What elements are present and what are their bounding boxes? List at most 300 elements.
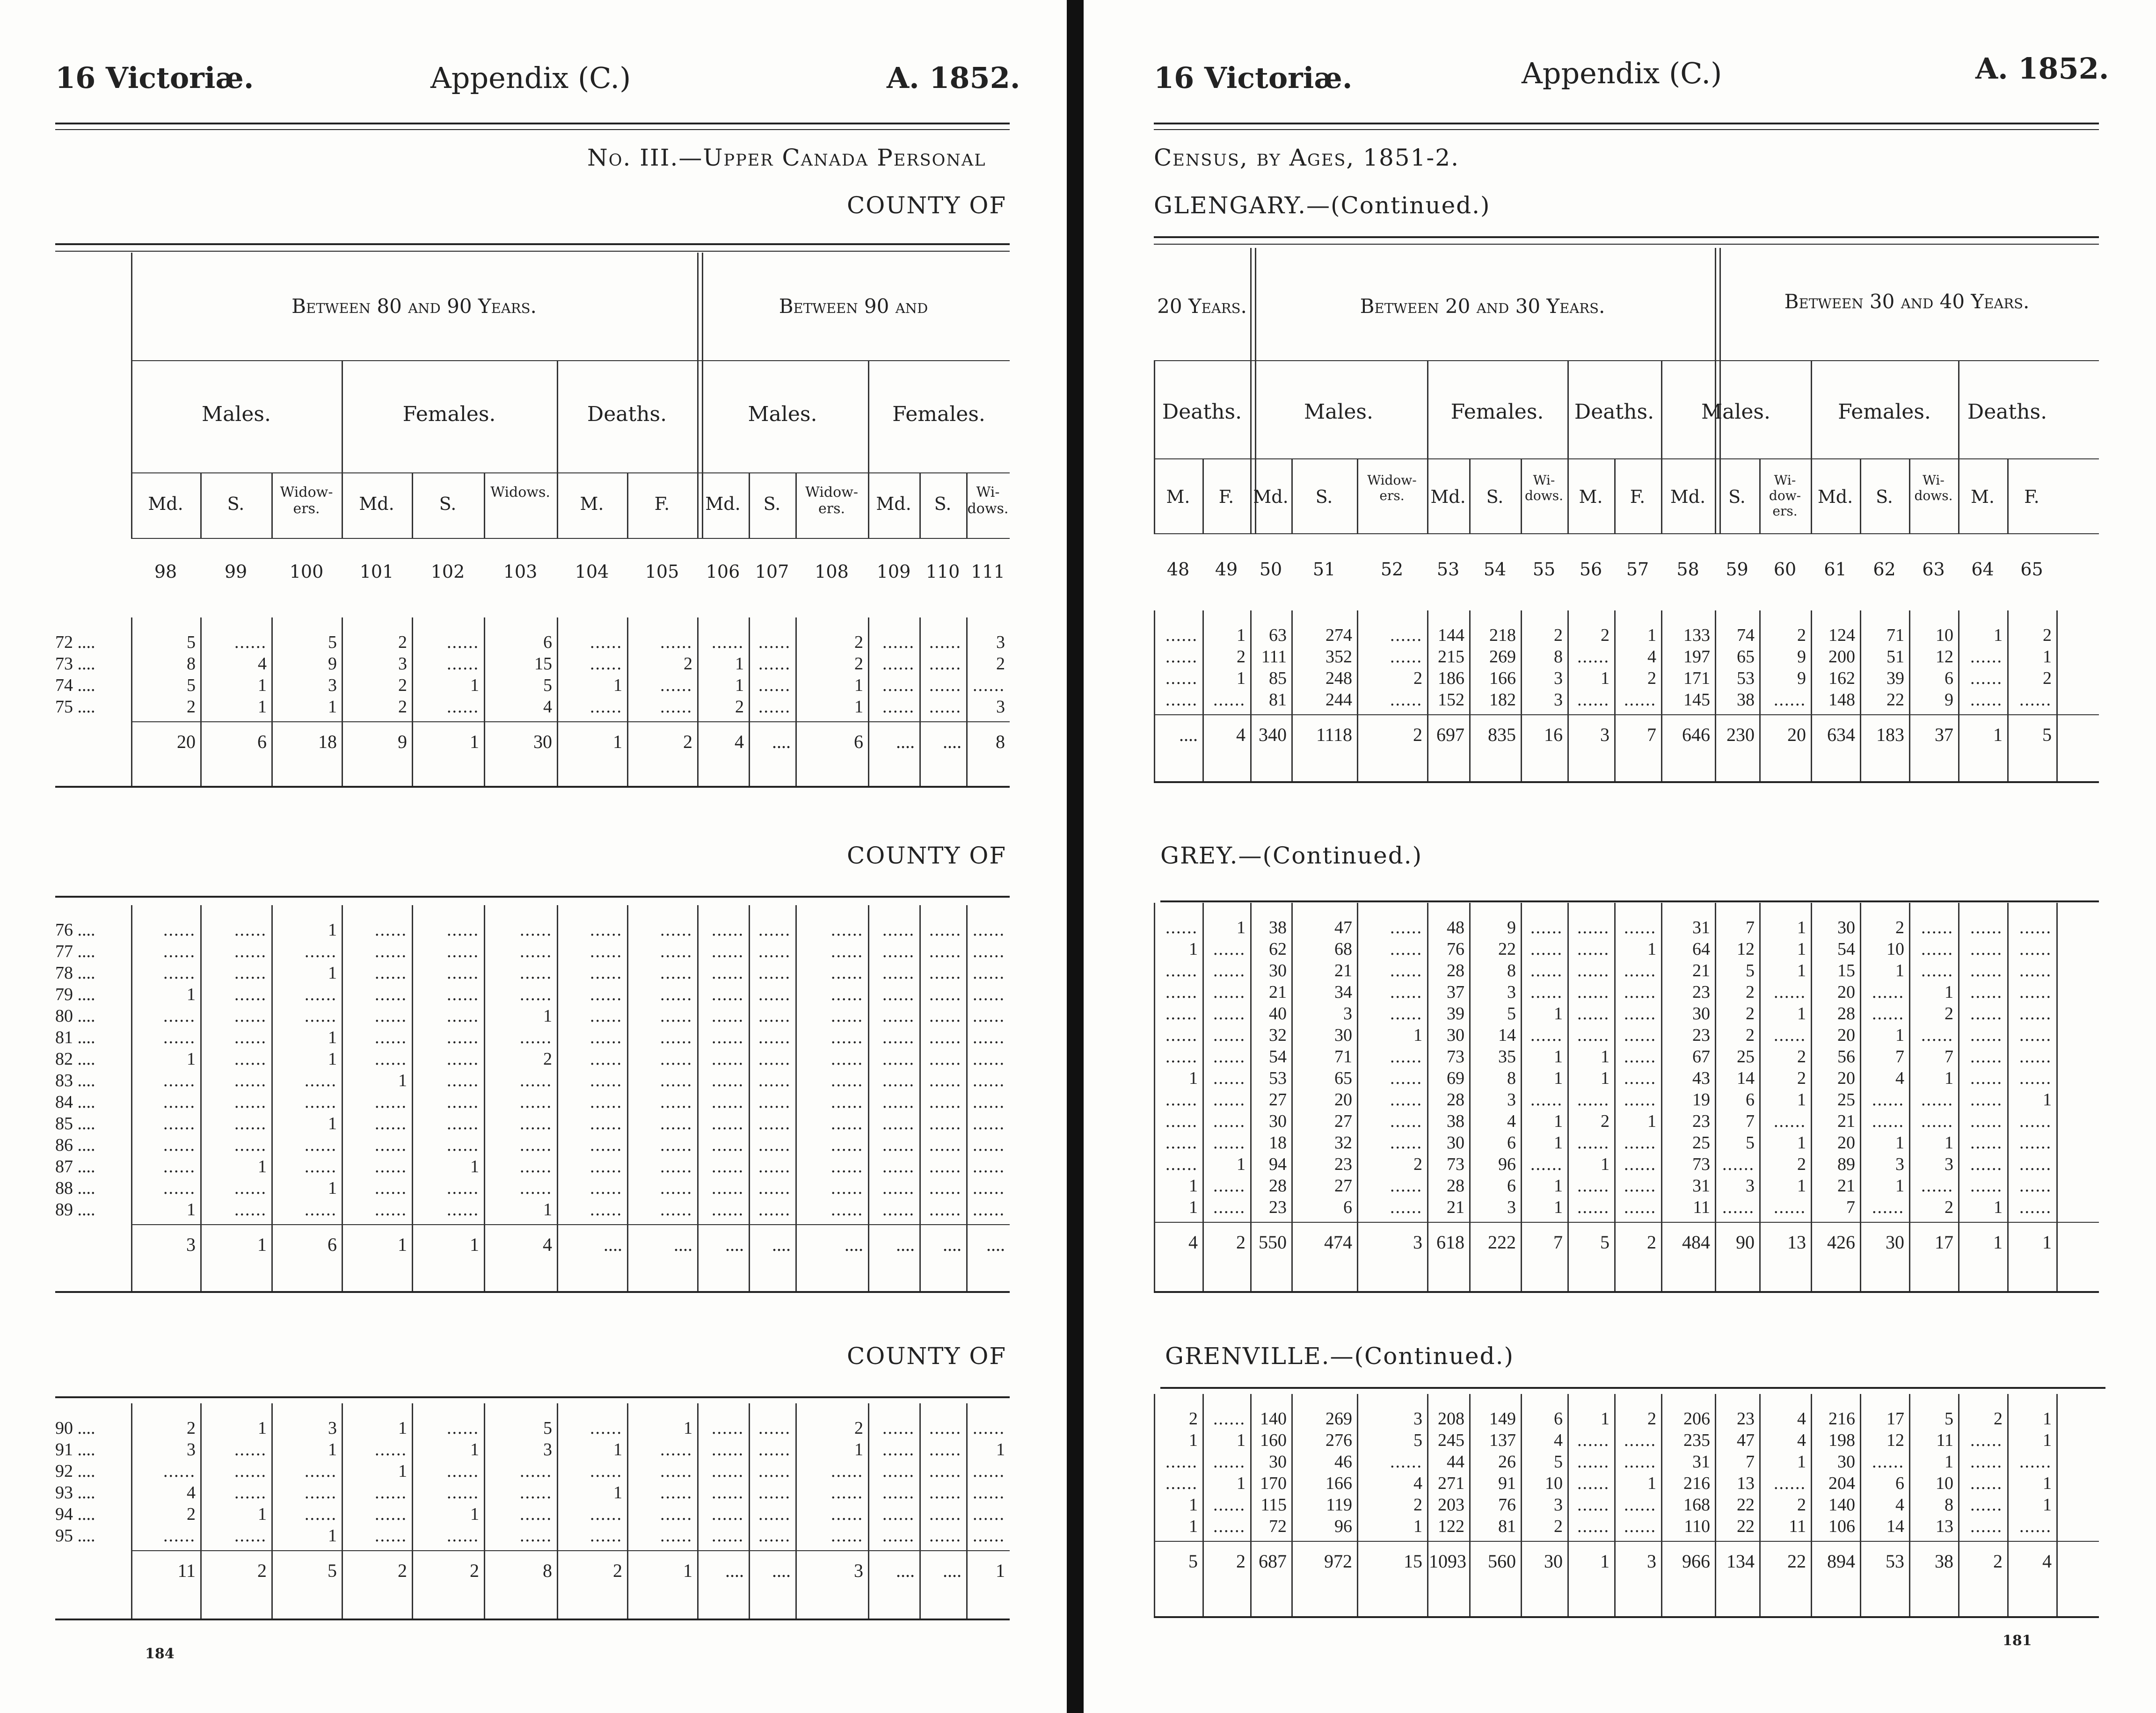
right-col-header: S.	[1315, 486, 1333, 507]
left-s1-cell: 2	[398, 697, 407, 717]
left-s3-cell: ......	[882, 1504, 915, 1524]
right-s1-vline	[1521, 610, 1522, 781]
right-s2-cell: ......	[1921, 1090, 1953, 1110]
left-s2-cell: ......	[929, 1092, 961, 1112]
left-s1-cell: ......	[973, 675, 1005, 695]
left-county-3: COUNTY OF	[847, 1343, 1007, 1370]
right-s3-cell: 30	[1269, 1452, 1287, 1472]
right-s3-cell: 10	[1545, 1473, 1563, 1493]
left-s3-cell: ......	[520, 1483, 552, 1503]
left-s2-cell: ......	[590, 1135, 622, 1155]
right-s1-cell: 65	[1737, 647, 1755, 667]
right-s3-cell: 3	[1554, 1495, 1563, 1515]
right-s2-cell: ......	[1213, 1047, 1246, 1067]
right-s3-cell: ......	[1213, 1452, 1246, 1472]
right-s2-cell: ......	[1165, 1025, 1198, 1045]
right-s2-vline	[2056, 903, 2058, 1291]
left-s3-cell: ......	[882, 1483, 915, 1503]
right-s1-total: 2	[1413, 724, 1422, 745]
right-s2-cell: 1	[1554, 1047, 1563, 1067]
right-s3-vline	[1202, 1394, 1204, 1616]
left-s2-cell: ......	[520, 942, 552, 961]
right-s2-cell: 1	[1601, 1047, 1610, 1067]
right-s2-cell: ......	[1921, 961, 1953, 980]
left-col-number: 111	[971, 561, 1005, 582]
right-group-rule	[1154, 360, 2099, 361]
left-s1-cell: ......	[929, 654, 961, 674]
right-s1-cell: 148	[1828, 690, 1855, 710]
right-s2-cell: ......	[2019, 1047, 2052, 1067]
left-s2-cell: ......	[831, 1200, 863, 1219]
right-s3-cell: 149	[1489, 1409, 1516, 1429]
right-s2-cell: ......	[1577, 939, 1610, 959]
right-s2-cell: ......	[2019, 961, 2052, 980]
left-s1-total: 1	[470, 731, 479, 752]
right-s2-cell: 73	[1692, 1154, 1710, 1174]
left-s1-cell: 5	[187, 632, 196, 652]
left-s3-total: 1	[996, 1560, 1005, 1581]
right-s1-total: 835	[1488, 724, 1516, 745]
right-s1-cell: 200	[1828, 647, 1855, 667]
right-s3-cell: 1	[1601, 1409, 1610, 1429]
right-s2-cell: 2	[1413, 1154, 1422, 1174]
right-s2-cell: 30	[1269, 961, 1287, 980]
left-col-header: Md.	[359, 494, 394, 514]
right-s3-cell: 5	[1554, 1452, 1563, 1472]
left-s2-cell: ......	[973, 1178, 1005, 1198]
right-group-label: 20 Years.	[1157, 295, 1247, 318]
left-table-top	[55, 243, 1010, 245]
left-col-number: 106	[706, 561, 740, 582]
right-s1-cell: 22	[1886, 690, 1904, 710]
right-s2-cell: 19	[1692, 1090, 1710, 1110]
left-s2-total: 4	[543, 1234, 552, 1255]
left-s2-cell: ......	[375, 920, 407, 940]
right-s3-cell: 26	[1498, 1452, 1516, 1472]
right-s2-total: 7	[1553, 1232, 1563, 1253]
right-subgroup-label: Deaths.	[1162, 400, 1242, 424]
left-s2-cell: ......	[375, 1157, 407, 1176]
right-s1-cell: 186	[1438, 668, 1464, 688]
right-s2-cell: 71	[1334, 1047, 1352, 1067]
right-s2-cell: 20	[1837, 982, 1855, 1002]
left-s1-cell: 1	[735, 675, 744, 695]
left-s2-cell: ......	[831, 942, 863, 961]
left-s1-cell: 1	[735, 654, 744, 674]
left-s2-cell: ......	[590, 963, 622, 983]
right-s2-cell: ......	[1970, 1047, 2003, 1067]
right-s3-cell: 160	[1260, 1430, 1287, 1450]
left-s2-cell: ......	[758, 985, 791, 1004]
right-s1-cell: 352	[1326, 647, 1352, 667]
left-s3-cell: ......	[758, 1418, 791, 1438]
left-s3-total: 11	[177, 1560, 196, 1581]
left-s2-cell: ......	[520, 1114, 552, 1133]
left-s2-cell: ......	[660, 1006, 692, 1026]
right-s3-vline	[1567, 1394, 1569, 1616]
right-s2-cell: ......	[1390, 982, 1422, 1002]
left-s2-cell: ......	[447, 920, 479, 940]
right-table-top2	[1154, 244, 2099, 245]
right-s3-cell: 1	[1237, 1473, 1246, 1493]
right-s3-cell: 122	[1438, 1517, 1464, 1536]
right-s2-cell: 20	[1837, 1025, 1855, 1045]
left-s2-cell: ......	[758, 1135, 791, 1155]
right-s2-cell: ......	[1577, 1176, 1610, 1196]
left-s1-vline	[271, 617, 273, 786]
left-s2-cell: ......	[447, 1071, 479, 1090]
right-s1-total: 1	[1993, 724, 2003, 745]
right-s2-cell: ......	[1921, 1025, 1953, 1045]
right-s2-cell: ......	[1624, 982, 1656, 1002]
left-s2-cell: ......	[831, 1135, 863, 1155]
right-s2-cell: 5	[1746, 961, 1755, 980]
right-s3-cell: 81	[1498, 1517, 1516, 1536]
right-col-number: 56	[1579, 559, 1602, 580]
right-s2-vline	[1759, 903, 1761, 1291]
right-s2-cell: 1	[1797, 1133, 1806, 1153]
left-s3-vline	[342, 1403, 343, 1619]
left-s3-cell: ......	[447, 1418, 479, 1438]
right-s3-cell: 4	[1554, 1430, 1563, 1450]
right-s2-cell: 64	[1692, 939, 1710, 959]
left-s3-cell: 1	[684, 1418, 692, 1438]
left-s2-cell: ......	[973, 920, 1005, 940]
left-s1-cell: 5	[187, 675, 196, 695]
right-s2-cell: 34	[1334, 982, 1352, 1002]
right-s2-cell: 21	[1837, 1111, 1855, 1131]
right-s3-cell: 17	[1886, 1409, 1904, 1429]
left-col-number: 98	[154, 561, 177, 582]
left-col-number: 100	[289, 561, 324, 582]
left-s2-cell: ......	[590, 1114, 622, 1133]
left-s2-cell: ......	[520, 963, 552, 983]
right-col-number: 50	[1259, 559, 1282, 580]
right-s1-cell: 85	[1269, 668, 1287, 688]
right-s3-cell: ......	[1165, 1452, 1198, 1472]
right-s2-cell: ......	[1970, 961, 2003, 980]
right-s2-cell: ......	[1970, 1154, 2003, 1174]
right-s2-cell: 25	[1837, 1090, 1855, 1110]
left-s2-vline	[795, 905, 797, 1291]
left-s3-cell: ......	[758, 1461, 791, 1481]
left-s2-row-label: 77 ....	[55, 942, 95, 961]
left-col-number: 108	[815, 561, 849, 582]
left-s2-cell: ......	[758, 920, 791, 940]
right-s3-cell: ......	[1577, 1430, 1610, 1450]
right-col-header: F.	[1630, 486, 1646, 507]
right-s1-total: 37	[1935, 724, 1953, 745]
right-s1-cell: 215	[1438, 647, 1464, 667]
right-col-header: S.	[1876, 486, 1893, 507]
left-s3-cell: ......	[929, 1504, 961, 1524]
left-s2-cell: ......	[590, 1157, 622, 1176]
left-s3-cell: ......	[234, 1483, 267, 1503]
right-s2-cell: 12	[1737, 939, 1755, 959]
right-s2-cell: 2	[1895, 918, 1904, 937]
left-s2-cell: ......	[305, 1006, 337, 1026]
right-s2-cell: 7	[1945, 1047, 1953, 1067]
left-s2-cell: ......	[163, 1114, 196, 1133]
left-s3-cell: 1	[470, 1440, 479, 1459]
right-s1-cell: 1	[2043, 647, 2052, 667]
left-s2-total: ....	[845, 1234, 863, 1255]
right-s2-cell: 73	[1447, 1154, 1464, 1174]
left-s2-cell: ......	[882, 1157, 915, 1176]
right-s2-top	[1160, 900, 2099, 902]
right-s1-cell: 4	[1647, 647, 1656, 667]
right-s2-cell: 2	[1601, 1111, 1610, 1131]
right-s2-cell: ......	[1390, 961, 1422, 980]
left-col-header: S.	[934, 494, 952, 514]
right-col-header: M.	[1579, 486, 1603, 507]
right-s3-vline	[1427, 1394, 1428, 1616]
left-s2-cell: ......	[758, 1114, 791, 1133]
left-county-1: COUNTY OF	[847, 192, 1007, 219]
left-s2-cell: ......	[660, 942, 692, 961]
right-s1-cell: 71	[1886, 625, 1904, 645]
right-s3-total: 2	[1236, 1551, 1246, 1572]
right-county-1: GLENGARY.—(Continued.)	[1154, 192, 1491, 219]
left-s2-cell: ......	[590, 1028, 622, 1047]
left-s3-cell: ......	[660, 1440, 692, 1459]
right-s2-cell: 21	[1692, 961, 1710, 980]
right-s2-vline	[1291, 903, 1293, 1291]
left-s2-cell: ......	[831, 1178, 863, 1198]
right-s2-cell: ......	[1530, 1154, 1563, 1174]
left-s3-cell: ......	[758, 1526, 791, 1546]
left-s3-cell: ......	[712, 1440, 744, 1459]
left-s3-cell: ......	[660, 1504, 692, 1524]
right-s2-cell: ......	[1624, 1004, 1656, 1023]
right-s2-cell: ......	[2019, 1198, 2052, 1217]
right-s3-cell: 22	[1737, 1495, 1755, 1515]
right-s2-cell: ......	[1970, 1004, 2003, 1023]
right-s3-cell: ......	[1577, 1452, 1610, 1472]
right-s3-cell: ......	[1624, 1517, 1656, 1536]
right-s1-cell: 53	[1737, 668, 1755, 688]
left-s3-vline	[697, 1403, 699, 1619]
left-s1-total: 1	[613, 731, 622, 752]
right-s2-cell: ......	[1213, 961, 1246, 980]
right-s2-total: 474	[1324, 1232, 1352, 1253]
book-gutter	[1067, 0, 1084, 1713]
right-s3-cell: 1	[1797, 1452, 1806, 1472]
left-s1-cell: 3	[996, 697, 1005, 717]
left-s2-vline	[749, 905, 750, 1291]
right-s2-cell: 23	[1692, 1025, 1710, 1045]
left-sub-rule	[131, 472, 1010, 473]
left-s1-cell: 5	[328, 632, 337, 652]
left-page-number: 184	[145, 1646, 175, 1662]
right-s1-total: 5	[2042, 724, 2052, 745]
right-s3-cell: ......	[2019, 1452, 2052, 1472]
left-s1-cell: ......	[447, 697, 479, 717]
left-group-label: Between 80 and 90 Years.	[291, 295, 537, 318]
right-s1-bottom-rule	[1154, 781, 2099, 783]
right-s1-total: 1118	[1316, 724, 1352, 745]
right-s2-cell: 67	[1692, 1047, 1710, 1067]
right-s3-cell: 72	[1269, 1517, 1287, 1536]
right-s2-vline	[1860, 903, 1861, 1291]
right-s3-cell: 271	[1438, 1473, 1464, 1493]
right-s2-vline	[1661, 903, 1662, 1291]
left-s3-cell: ......	[831, 1526, 863, 1546]
left-s1-total: 9	[398, 731, 407, 752]
right-s3-cell: 5	[1413, 1430, 1422, 1450]
right-col-number: 65	[2020, 559, 2043, 580]
right-s3-total: 3	[1647, 1551, 1656, 1572]
right-s2-cell: 1	[1797, 918, 1806, 937]
left-s2-cell: ......	[520, 1028, 552, 1047]
left-s3-cell: ......	[973, 1526, 1005, 1546]
left-s1-cell: ......	[447, 654, 479, 674]
right-s3-total: 972	[1324, 1551, 1352, 1572]
right-colnum-rule	[1154, 533, 2099, 534]
right-s3-top	[1160, 1387, 2105, 1389]
left-s1-vline	[795, 617, 797, 786]
left-s2-cell: ......	[758, 1200, 791, 1219]
right-s1-cell: 2	[1554, 625, 1563, 645]
right-s2-cell: ......	[1390, 1111, 1422, 1131]
left-s2-cell: ......	[375, 1135, 407, 1155]
right-s3-total: 1	[1600, 1551, 1610, 1572]
left-s1-cell: ......	[929, 675, 961, 695]
left-s3-cell: ......	[590, 1461, 622, 1481]
left-s2-cell: ......	[882, 1178, 915, 1198]
right-s1-cell: 3	[1554, 668, 1563, 688]
left-s1-cell: 6	[543, 632, 552, 652]
left-s2-cell: ......	[520, 985, 552, 1004]
right-col-number: 51	[1312, 559, 1336, 580]
right-s2-cell: 21	[1447, 1198, 1464, 1217]
right-s1-vline	[1811, 610, 1812, 781]
right-s3-cell: 91	[1498, 1473, 1516, 1493]
right-s3-cell: 1	[2043, 1473, 2052, 1493]
left-s2-row-label: 81 ....	[55, 1028, 95, 1047]
left-col-number: 107	[755, 561, 789, 582]
right-s2-cell: ......	[1970, 918, 2003, 937]
right-s1-total: 230	[1726, 724, 1755, 745]
left-s3-cell: ......	[660, 1483, 692, 1503]
left-s2-cell: ......	[305, 942, 337, 961]
left-s2-cell: ......	[447, 985, 479, 1004]
left-s2-cell: ......	[234, 1135, 267, 1155]
right-col-header: Md.	[1817, 486, 1853, 507]
left-s3-cell: ......	[831, 1461, 863, 1481]
left-s2-cell: ......	[305, 1092, 337, 1112]
right-s2-vline	[1250, 903, 1252, 1291]
right-s3-cell: 216	[1683, 1473, 1710, 1493]
right-s2-cell: 27	[1269, 1090, 1287, 1110]
right-s2-cell: ......	[1921, 918, 1953, 937]
right-s1-cell: 152	[1438, 690, 1464, 710]
right-col-number: 61	[1824, 559, 1847, 580]
right-county-3: GRENVILLE.—(Continued.)	[1165, 1343, 1515, 1370]
left-s2-cell: ......	[375, 1200, 407, 1219]
right-s2-cell: 1	[1797, 1004, 1806, 1023]
right-s1-vline	[1614, 610, 1616, 781]
left-s1-vline	[697, 617, 699, 786]
right-s2-cell: ......	[1390, 939, 1422, 959]
left-s3-cell: ......	[375, 1483, 407, 1503]
right-s2-cell: 89	[1837, 1154, 1855, 1174]
left-s2-cell: ......	[929, 942, 961, 961]
left-s2-total: 3	[186, 1234, 196, 1255]
right-s2-cell: ......	[1213, 1025, 1246, 1045]
left-s2-total: ....	[943, 1234, 961, 1255]
left-s3-vline	[966, 1403, 968, 1619]
right-s3-total: 38	[1935, 1551, 1953, 1572]
left-s3-cell: ......	[929, 1483, 961, 1503]
right-s2-cell: 8	[1507, 1068, 1516, 1088]
left-colnum-rule	[131, 538, 1010, 539]
left-s2-cell: ......	[234, 1006, 267, 1026]
right-s1-cell: 2	[2043, 668, 2052, 688]
right-col-number: 59	[1726, 559, 1748, 580]
right-s2-cell: 27	[1334, 1176, 1352, 1196]
right-s2-cell: 5	[1746, 1133, 1755, 1153]
left-s2-cell: ......	[712, 1006, 744, 1026]
right-s2-total: 30	[1886, 1232, 1904, 1253]
left-s2-vline	[131, 905, 132, 1291]
right-s3-cell: 6	[1895, 1473, 1904, 1493]
right-s2-cell: ......	[1577, 1004, 1610, 1023]
left-s2-cell: 1	[328, 963, 337, 983]
left-s2-cell: ......	[712, 1114, 744, 1133]
left-s2-cell: ......	[234, 1092, 267, 1112]
left-s1-vline	[868, 617, 869, 786]
right-s3-cell: 110	[1684, 1517, 1710, 1536]
right-s2-cell: ......	[1624, 1176, 1656, 1196]
right-s3-cell: 1	[2043, 1409, 2052, 1429]
right-s3-cell: 10	[1936, 1473, 1953, 1493]
right-s2-vline	[1567, 903, 1569, 1291]
left-s1-cell: ......	[590, 697, 622, 717]
left-s1-row-label: 73 ....	[55, 654, 95, 674]
right-s2-vline	[1521, 903, 1522, 1291]
right-s3-vline	[1614, 1394, 1616, 1616]
right-s3-vline	[1811, 1394, 1812, 1616]
right-s2-cell: 3	[1507, 1090, 1516, 1110]
right-s3-cell: 4	[1797, 1409, 1806, 1429]
left-s3-vline	[200, 1403, 202, 1619]
right-s2-cell: 37	[1447, 982, 1464, 1002]
left-header-appendix: Appendix (C.)	[430, 61, 631, 95]
right-s2-cell: 3	[1507, 982, 1516, 1002]
right-title: Census, by Ages, 1851-2.	[1154, 144, 1459, 171]
right-s2-cell: 4	[1895, 1068, 1904, 1088]
left-s3-cell: ......	[882, 1461, 915, 1481]
right-s2-cell: 1	[1189, 1176, 1198, 1196]
left-s2-cell: ......	[234, 1071, 267, 1090]
left-col-header: S.	[439, 494, 457, 514]
right-subgroup-label: Females.	[1450, 400, 1544, 424]
right-s2-cell: 1	[1797, 961, 1806, 980]
left-s2-cell: ......	[929, 963, 961, 983]
right-s2-cell: 6	[1507, 1133, 1516, 1153]
right-s1-cell: 144	[1438, 625, 1464, 645]
right-s2-cell: ......	[1165, 1047, 1198, 1067]
left-s3-total: 3	[854, 1560, 863, 1581]
right-s2-cell: ......	[1213, 1090, 1246, 1110]
right-s3-cell: 140	[1828, 1495, 1855, 1515]
right-s3-cell: 30	[1837, 1452, 1855, 1472]
right-s2-vline	[1958, 903, 1959, 1291]
right-s2-cell: 3	[1746, 1176, 1755, 1196]
left-s3-vline	[484, 1403, 485, 1619]
left-s2-vline	[484, 905, 485, 1291]
